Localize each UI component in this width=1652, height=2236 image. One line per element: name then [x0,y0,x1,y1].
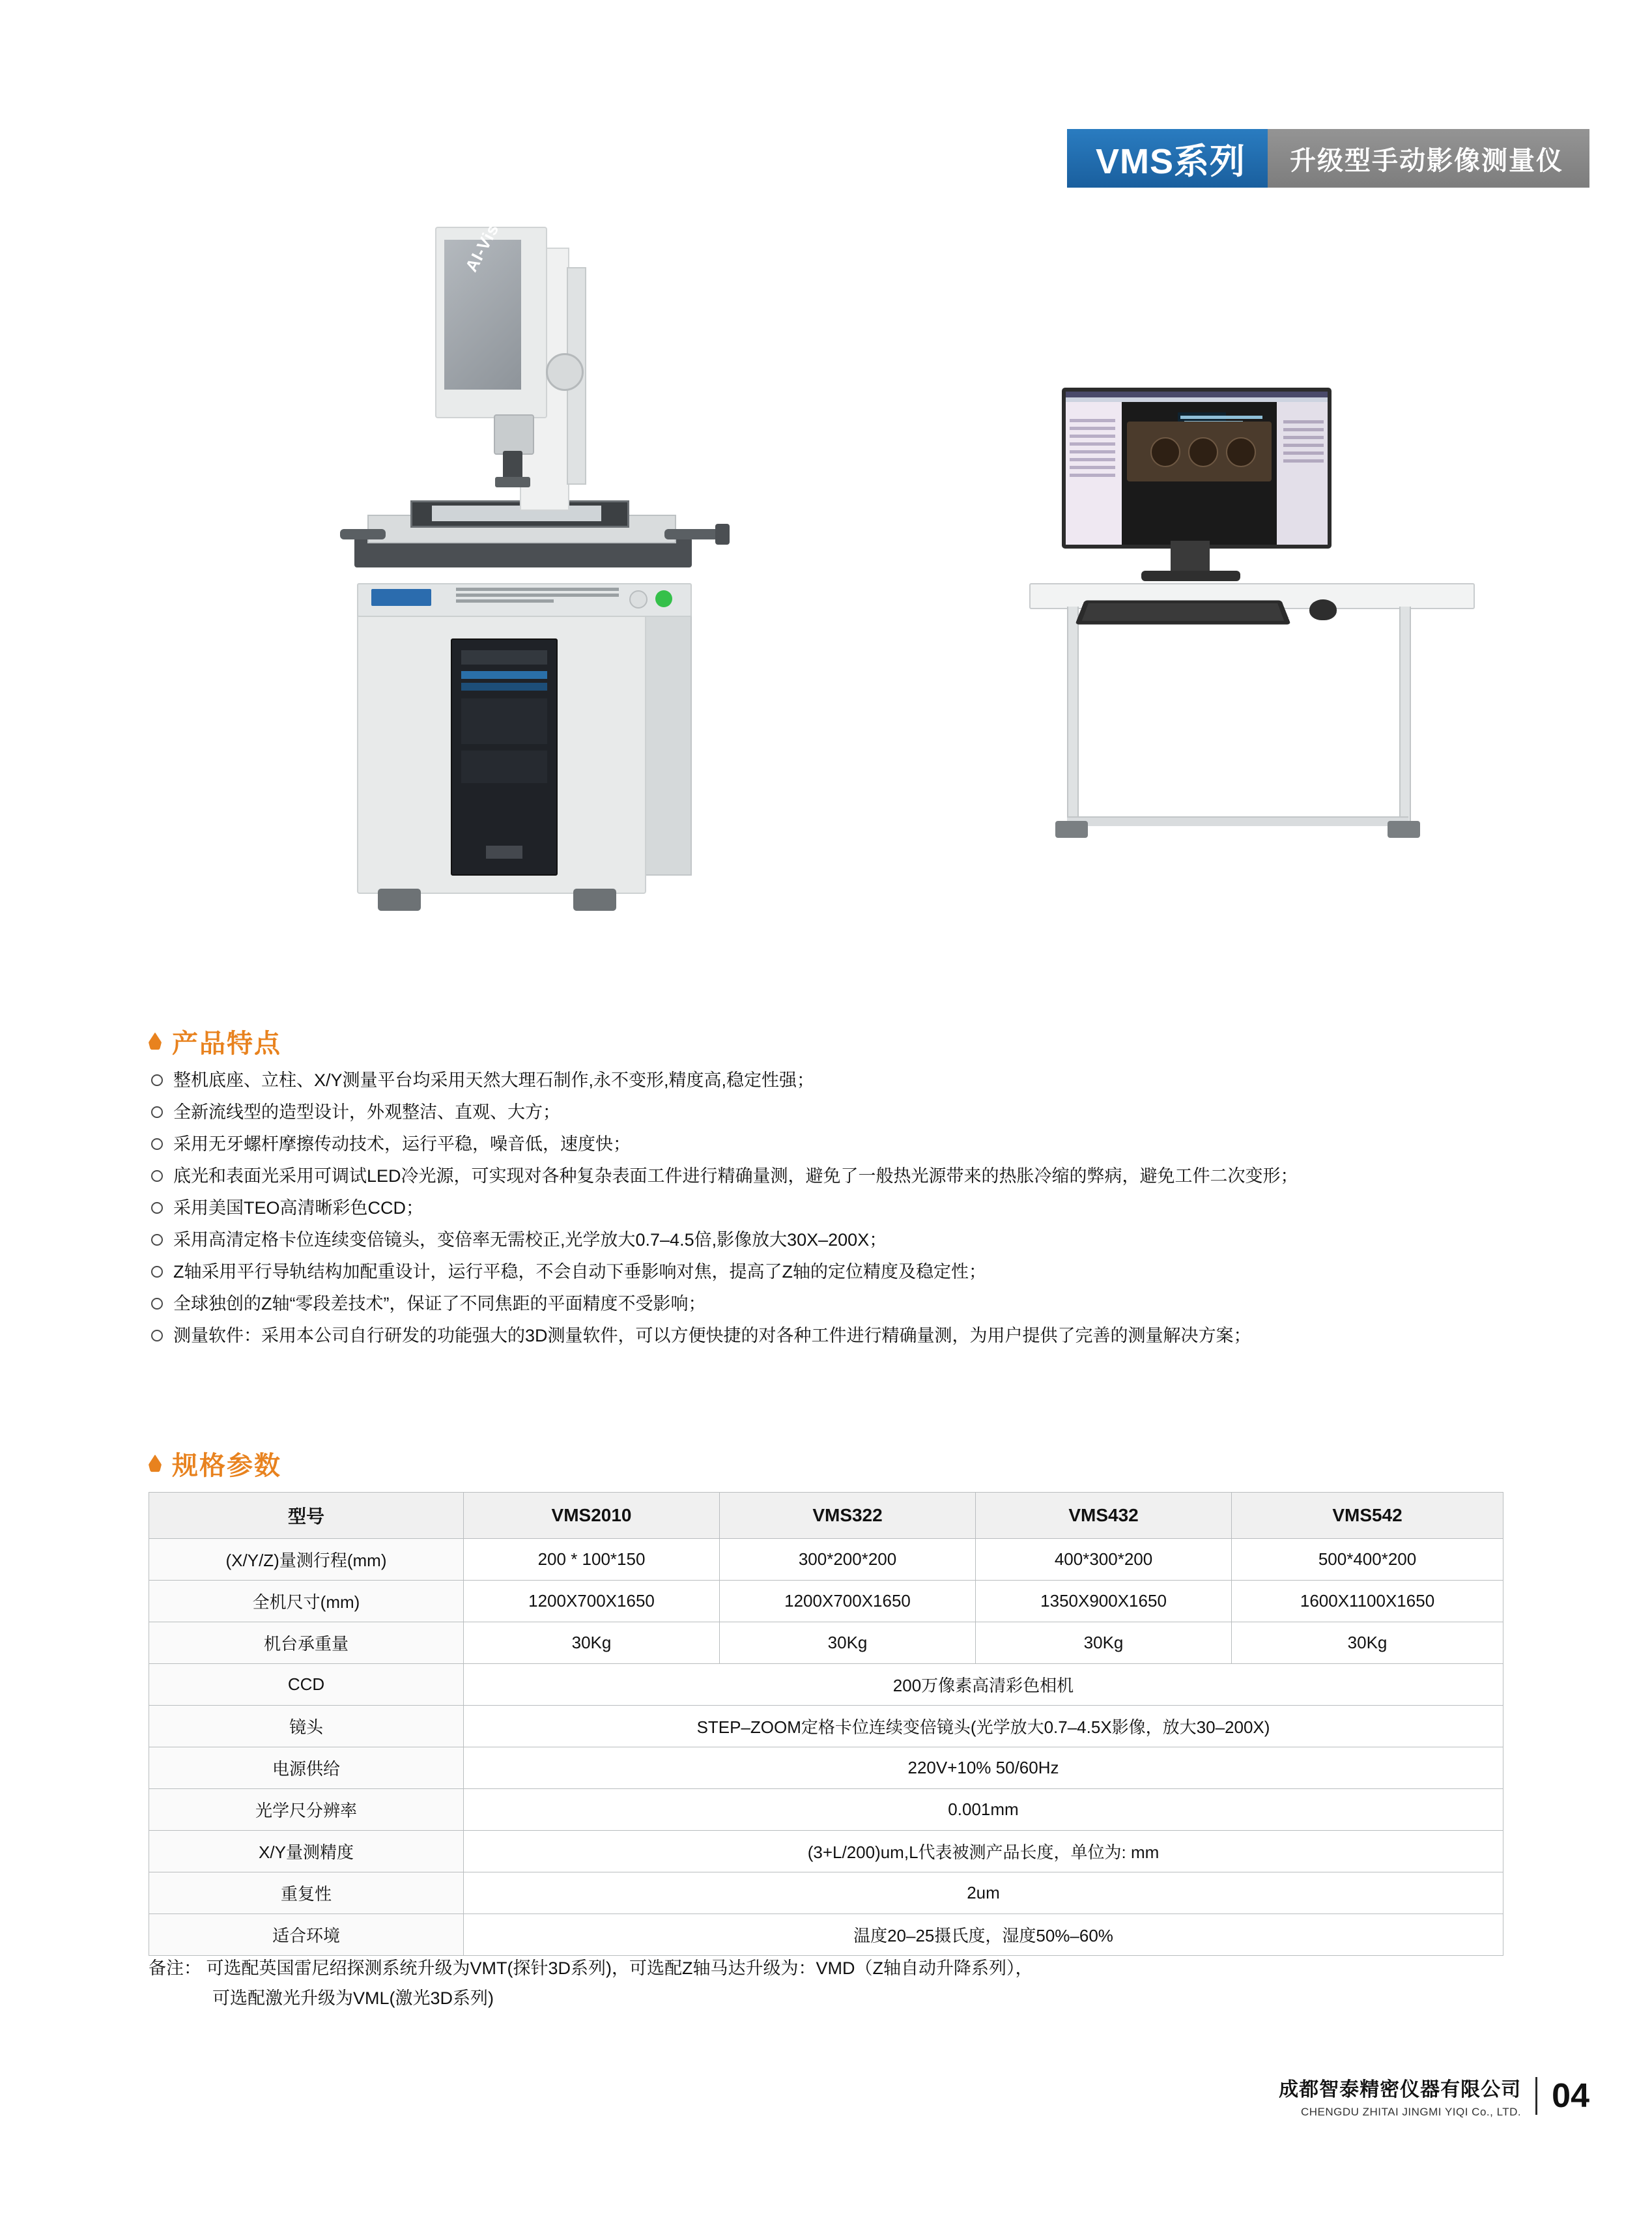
row-label: (X/Y/Z)量测行程(mm) [149,1539,464,1581]
list-item [151,1099,1532,1125]
monitor [1062,388,1332,549]
cell: 30Kg [976,1622,1232,1664]
product-photo [339,195,1342,964]
stage-knob-right [715,524,730,545]
software-viewport [1122,402,1277,545]
row-label: 光学尺分辨率 [149,1789,464,1831]
cabinet-foot-right [573,889,616,911]
specifications-table [149,1492,1503,1956]
row-label: 适合环境 [149,1914,464,1956]
monitor-base [1141,571,1240,581]
cell: 200 * 100*150 [464,1539,720,1581]
row-label: 电源供给 [149,1747,464,1789]
table-row [149,1872,1503,1914]
lens-ring-light [495,477,530,487]
bullet-icon [151,1298,163,1310]
cell: (3+L/200)um,L代表被测产品长度，单位为: mm [464,1831,1503,1872]
cabinet-foot-left [378,889,421,911]
cell: 2um [464,1872,1503,1914]
features-list [151,1067,1532,1354]
specs-section-heading [149,1445,281,1482]
mouse [1309,599,1337,620]
bullet-icon [151,1106,163,1118]
optical-head-face [444,195,521,390]
list-item [151,1323,1532,1349]
feature-text: 采用美国TEO高清晰彩色CCD； [173,1198,423,1218]
cell: 500*400*200 [1232,1539,1503,1581]
table-row [149,1581,1503,1622]
column-header: VMS542 [1232,1493,1503,1539]
bullet-icon [151,1170,163,1182]
feature-text: Z轴采用平行导轨结构加配重设计，运行平稳，不会自动下垂影响对焦，提高了Z轴的定位精度及稳定性； [173,1262,986,1282]
cell: 1200X700X1650 [464,1581,720,1622]
bullet-icon [151,1234,163,1246]
specs-title: 规格参数 [172,1452,281,1480]
column-header: VMS2010 [464,1493,720,1539]
software-toolbar [1066,397,1328,402]
feature-text: 整机底座、立柱、X/Y测量平台均采用天然大理石制作,永不变形,精度高,稳定性强； [173,1070,815,1090]
table-row [149,1831,1503,1872]
bullet-icon [151,1330,163,1341]
cell: 1600X1100X1650 [1232,1581,1503,1622]
monitor-screen [1066,392,1328,545]
table-row [149,1747,1503,1789]
column-header: VMS322 [720,1493,976,1539]
list-item [151,1227,1532,1253]
droplet-icon [149,1455,162,1473]
company-block [1279,2073,1521,2119]
cell: 1350X900X1650 [976,1581,1232,1622]
series-label: VMS系列 [1067,129,1268,188]
row-label: 全机尺寸(mm) [149,1581,464,1622]
lens-upper [494,414,534,455]
company-name-cn: 成都智泰精密仪器有限公司 [1279,2079,1522,2100]
table-row [149,1539,1503,1581]
cell: 30Kg [720,1622,976,1664]
cabinet-side [642,599,692,876]
bullet-icon [151,1138,163,1150]
column-header: 型号 [149,1493,464,1539]
list-item [151,1259,1532,1285]
lens-barrel [503,451,522,480]
software-right-panel [1277,402,1328,545]
row-label: 机台承重量 [149,1622,464,1664]
table-row [149,1789,1503,1831]
header-subtitle: 升级型手动影像测量仪 [1268,129,1589,188]
table-row [149,1914,1503,1956]
cell: 400*300*200 [976,1539,1232,1581]
cell: 1200X700X1650 [720,1581,976,1622]
keyboard [1075,600,1290,624]
list-item [151,1067,1532,1093]
cell: 300*200*200 [720,1539,976,1581]
row-label: X/Y量测精度 [149,1831,464,1872]
table-remarks [149,1953,1517,2013]
control-panel-text [456,588,619,602]
features-section-heading [149,1023,281,1060]
cell: 温度20–25摄氏度，湿度50%–60% [464,1914,1503,1956]
desk-leg-left [1067,607,1079,822]
list-item [151,1291,1532,1317]
desk-brace [1067,816,1408,826]
features-title: 产品特点 [172,1029,281,1058]
table-row [149,1706,1503,1747]
computer-tower [451,638,558,876]
brand-label: AI-Vision [461,195,516,276]
header-banner [1067,129,1589,188]
footer-divider [1535,2077,1537,2115]
focus-knob [546,353,584,391]
feature-text: 底光和表面光采用可调试LED冷光源，可实现对各种复杂表面工件进行精确量测，避免了一般热光源带来的热胀冷缩的弊病，避免工件二次变形； [173,1166,1298,1186]
row-label: 镜头 [149,1706,464,1747]
stage-handle-left [340,529,386,539]
workpiece-image [1127,422,1272,481]
remark-line-1: 备注： 可选配英国雷尼绍探测系统升级为VMT(探针3D系列)，可选配Z轴马达升级为：VMD（Z轴自动升降系列）， [149,1958,1033,1978]
bullet-icon [151,1074,163,1086]
bullet-icon [151,1266,163,1278]
desk-foot-left [1055,821,1088,838]
table-row [149,1622,1503,1664]
control-knob [629,590,648,609]
power-button [655,590,672,607]
cell: 30Kg [1232,1622,1503,1664]
table-header-row [149,1493,1503,1539]
feature-text: 采用无牙螺杆摩擦传动技术，运行平稳，噪音低，速度快； [173,1134,631,1154]
cell: 0.001mm [464,1789,1503,1831]
row-label: CCD [149,1664,464,1706]
page-footer [1279,2073,1589,2119]
cell: 220V+10% 50/60Hz [464,1747,1503,1789]
feature-text: 测量软件：采用本公司自行研发的功能强大的3D测量软件，可以方便快捷的对各种工件进行精确量测，为用户提供了完善的测量解决方案； [173,1326,1251,1345]
company-name-en: CHENGDU ZHITAI JINGMI YIQI Co., LTD. [1300,2106,1522,2118]
optical-head-housing [435,195,547,418]
feature-text: 全新流线型的造型设计，外观整洁、直观、大方； [173,1102,560,1122]
list-item [151,1131,1532,1157]
droplet-icon [149,1033,162,1051]
desk-foot-right [1388,821,1420,838]
software-left-panel [1066,402,1122,545]
monitor-neck [1171,541,1210,572]
feature-text: 全球独创的Z轴“零段差技术”，保证了不同焦距的平面精度不受影响； [173,1294,706,1313]
cell: 200万像素高清彩色相机 [464,1664,1503,1706]
table-row [149,1664,1503,1706]
cell: STEP–ZOOM定格卡位连续变倍镜头(光学放大0.7–4.5X影像，放大30–200X) [464,1706,1503,1747]
list-item [151,1195,1532,1221]
remark-line-2: 可选配激光升级为VML(激光3D系列) [212,1988,494,2008]
feature-text: 采用高清定格卡位连续变倍镜头，变倍率无需校正,光学放大0.7–4.5倍,影像放大30X–200X； [173,1230,887,1250]
row-label: 重复性 [149,1872,464,1914]
stage-handle-right [664,529,723,539]
bullet-icon [151,1202,163,1214]
brand-plate [371,589,431,606]
page-number: 04 [1552,2077,1589,2115]
cell: 30Kg [464,1622,720,1664]
desk-leg-right [1399,607,1411,822]
software-titlebar [1066,392,1328,397]
column-header: VMS432 [976,1493,1232,1539]
list-item [151,1163,1532,1189]
